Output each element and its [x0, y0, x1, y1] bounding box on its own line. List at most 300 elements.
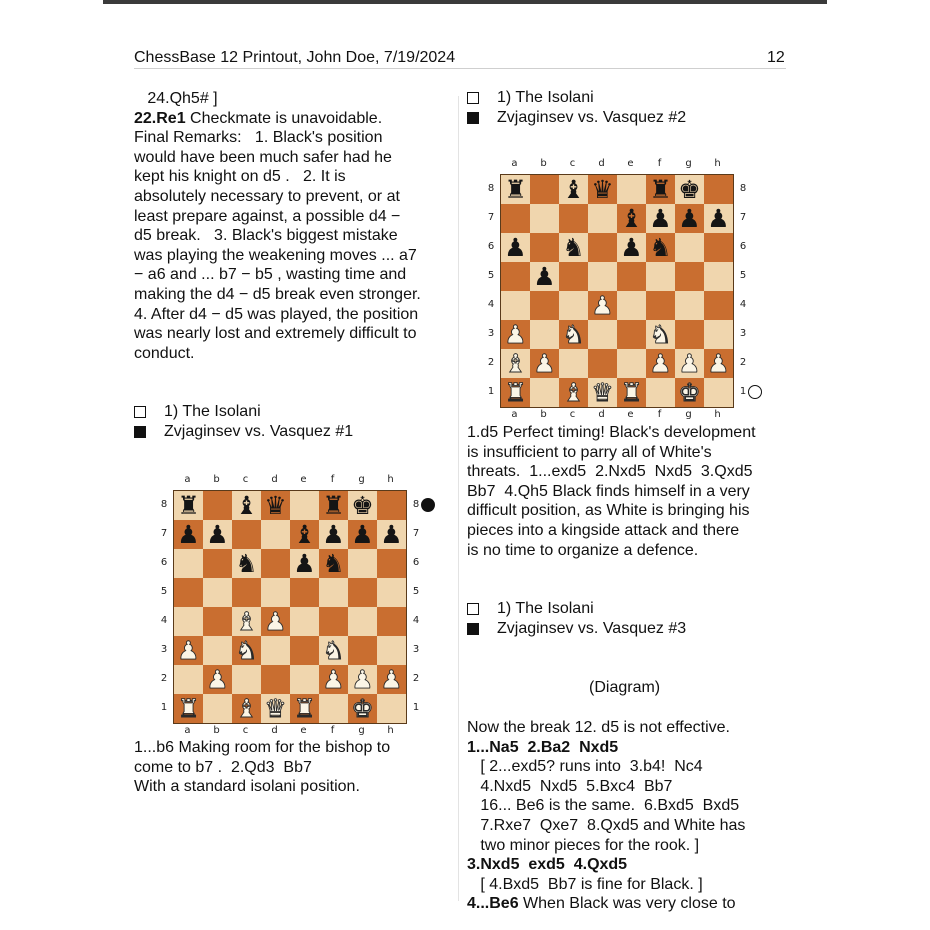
text-line	[134, 344, 421, 364]
game-1-comment	[134, 738, 390, 797]
white-knight-icon: ♞	[322, 636, 345, 665]
white-pawn-icon: ♟	[351, 665, 374, 694]
square-d6	[588, 233, 617, 262]
rank-label: 3	[487, 327, 495, 339]
square-g5	[348, 578, 377, 607]
rank-label: 7	[487, 211, 495, 223]
square-e2	[617, 349, 646, 378]
rank-label: 6	[739, 240, 747, 252]
white-queen-icon: ♛	[264, 694, 287, 723]
black-knight-icon: ♞	[562, 233, 585, 262]
text-line	[467, 541, 756, 561]
text-run: When Black was very close to	[518, 895, 736, 913]
white-label: 1) The Isolani	[497, 600, 594, 617]
square-a8	[501, 175, 530, 204]
white-knight-icon: ♞	[649, 320, 672, 349]
square-e2	[290, 665, 319, 694]
page-number: 12	[767, 49, 785, 66]
white-pawn-icon: ♟	[649, 349, 672, 378]
white-knight-icon: ♞	[235, 636, 258, 665]
black-pawn-icon: ♟	[533, 262, 556, 291]
square-a7	[501, 204, 530, 233]
file-label: c	[242, 474, 249, 485]
text-run: Bb7 4.Qh5 Black finds himself in a very	[467, 482, 750, 500]
square-a6	[501, 233, 530, 262]
square-g2	[348, 665, 377, 694]
rank-label: 4	[412, 614, 420, 626]
rank-label: 8	[739, 182, 747, 194]
file-label: h	[387, 474, 394, 485]
text-run: 4. After d4 − d5 was played, the position	[134, 305, 419, 323]
black-king-icon: ♚	[351, 491, 374, 520]
white-pawn-icon: ♟	[533, 349, 556, 378]
game-3-comment	[467, 718, 745, 914]
rank-label: 6	[160, 556, 168, 568]
black-label: Zvjaginsev vs. Vasquez #1	[164, 423, 354, 440]
square-g1	[675, 378, 704, 407]
square-h4	[377, 607, 406, 636]
white-pawn-icon: ♟	[591, 291, 614, 320]
square-b4	[203, 607, 232, 636]
square-f8	[646, 175, 675, 204]
text-run: threats. 1...exd5 2.Nxd5 Nxd5 3.Qxd5	[467, 463, 753, 481]
text-run: would have been much safer had he	[134, 148, 392, 166]
square-d1	[261, 694, 290, 723]
square-b7	[530, 204, 559, 233]
square-h5	[704, 262, 733, 291]
square-f6	[646, 233, 675, 262]
square-c6	[232, 549, 261, 578]
rank-label: 3	[412, 643, 420, 655]
square-f5	[646, 262, 675, 291]
text-line	[467, 423, 756, 443]
square-g4	[675, 291, 704, 320]
diagram-placeholder: (Diagram)	[589, 679, 661, 696]
square-a5	[501, 262, 530, 291]
square-a1	[174, 694, 203, 723]
game-2-comment	[467, 423, 756, 560]
square-e6	[290, 549, 319, 578]
text-line	[467, 462, 756, 482]
side-to-move-icon	[748, 385, 762, 399]
square-d5	[261, 578, 290, 607]
white-pawn-icon: ♟	[380, 665, 403, 694]
square-h8	[377, 491, 406, 520]
text-line	[134, 265, 421, 285]
text-line	[134, 226, 421, 246]
square-c1	[559, 378, 588, 407]
square-e7	[290, 520, 319, 549]
square-c6	[559, 233, 588, 262]
file-label: g	[358, 474, 365, 485]
black-pawn-icon: ♟	[322, 520, 345, 549]
white-pawn-icon: ♟	[678, 349, 701, 378]
square-d4	[588, 291, 617, 320]
text-line	[134, 187, 421, 207]
text-run: Final Remarks: 1. Black's position	[134, 129, 383, 147]
square-c5	[559, 262, 588, 291]
square-b2	[203, 665, 232, 694]
square-e5	[290, 578, 319, 607]
text-line	[134, 246, 421, 266]
rank-label: 7	[412, 527, 420, 539]
text-line	[134, 305, 421, 325]
black-rook-icon: ♜	[504, 175, 527, 204]
text-line	[134, 777, 390, 797]
move-bold: 3.Nxd5 exd5 4.Qxd5	[467, 856, 628, 874]
square-h4	[704, 291, 733, 320]
file-label: b	[213, 725, 220, 736]
rank-label: 3	[739, 327, 747, 339]
white-bishop-icon: ♝	[504, 349, 527, 378]
black-rook-icon: ♜	[177, 491, 200, 520]
text-line	[467, 894, 745, 914]
text-run: 1...b6 Making room for the bishop to	[134, 739, 391, 756]
rank-label: 7	[160, 527, 168, 539]
square-e8	[290, 491, 319, 520]
square-g7	[675, 204, 704, 233]
text-run: conduct.	[134, 344, 195, 362]
black-pawn-icon: ♟	[293, 549, 316, 578]
rank-label: 7	[739, 211, 747, 223]
white-pawn-icon: ♟	[264, 607, 287, 636]
square-g3	[675, 320, 704, 349]
file-label: c	[242, 725, 249, 736]
rank-label: 5	[412, 585, 420, 597]
black-bishop-icon: ♝	[620, 204, 643, 233]
black-label: Zvjaginsev vs. Vasquez #2	[497, 109, 687, 126]
text-line	[134, 285, 421, 305]
square-f3	[319, 636, 348, 665]
white-label: 1) The Isolani	[497, 89, 594, 106]
black-queen-icon: ♛	[264, 491, 287, 520]
file-label: f	[330, 725, 335, 736]
rank-label: 6	[412, 556, 420, 568]
black-bishop-icon: ♝	[562, 175, 585, 204]
square-c8	[559, 175, 588, 204]
black-pawn-icon: ♟	[620, 233, 643, 262]
rank-label: 5	[487, 269, 495, 281]
file-label: a	[511, 158, 518, 169]
file-label: h	[714, 409, 721, 420]
square-d3	[588, 320, 617, 349]
square-c2	[559, 349, 588, 378]
rank-label: 8	[487, 182, 495, 194]
rank-label: 1	[160, 701, 168, 713]
square-g3	[348, 636, 377, 665]
file-label: e	[627, 158, 634, 169]
file-label: c	[569, 158, 576, 169]
file-label: h	[387, 725, 394, 736]
game-header-2	[467, 88, 686, 128]
file-label: a	[184, 474, 191, 485]
square-e4	[617, 291, 646, 320]
black-pawn-icon: ♟	[504, 233, 527, 262]
text-run: is insufficient to parry all of White's	[467, 443, 712, 461]
square-h5	[377, 578, 406, 607]
square-h6	[377, 549, 406, 578]
black-player-marker-icon	[134, 426, 146, 438]
square-f3	[646, 320, 675, 349]
square-a6	[174, 549, 203, 578]
text-line	[467, 875, 745, 895]
text-line	[134, 758, 390, 778]
rank-label: 1	[487, 385, 495, 397]
file-label: f	[657, 158, 662, 169]
square-g7	[348, 520, 377, 549]
square-b8	[530, 175, 559, 204]
square-g2	[675, 349, 704, 378]
square-h3	[377, 636, 406, 665]
black-king-icon: ♚	[678, 175, 701, 204]
square-c5	[232, 578, 261, 607]
square-d2	[588, 349, 617, 378]
rank-label: 2	[412, 672, 420, 684]
text-line	[467, 855, 745, 875]
file-label: c	[569, 409, 576, 420]
text-run: absolutely necessary to prevent, or at	[134, 187, 400, 205]
text-line	[467, 482, 756, 502]
square-d6	[261, 549, 290, 578]
square-a4	[174, 607, 203, 636]
text-line	[134, 148, 421, 168]
square-a2	[174, 665, 203, 694]
file-label: a	[184, 725, 191, 736]
rank-label: 2	[739, 356, 747, 368]
text-line	[467, 443, 756, 463]
black-rook-icon: ♜	[322, 491, 345, 520]
white-bishop-icon: ♝	[235, 607, 258, 636]
black-pawn-icon: ♟	[206, 520, 229, 549]
square-e4	[290, 607, 319, 636]
square-e1	[290, 694, 319, 723]
file-label: e	[300, 725, 307, 736]
square-f7	[319, 520, 348, 549]
square-c7	[559, 204, 588, 233]
rank-label: 4	[739, 298, 747, 310]
square-e7	[617, 204, 646, 233]
white-knight-icon: ♞	[562, 320, 585, 349]
text-run: difficult position, as White is bringing his	[467, 502, 750, 520]
square-e5	[617, 262, 646, 291]
white-label: 1) The Isolani	[164, 403, 261, 420]
game-header-1	[134, 402, 353, 442]
square-b2	[530, 349, 559, 378]
square-f2	[646, 349, 675, 378]
file-label: d	[598, 409, 605, 420]
white-rook-icon: ♜	[504, 378, 527, 407]
text-line	[134, 324, 421, 344]
white-pawn-icon: ♟	[504, 320, 527, 349]
rank-label: 5	[739, 269, 747, 281]
file-label: e	[627, 409, 634, 420]
square-b6	[203, 549, 232, 578]
text-line	[467, 816, 745, 836]
square-a3	[174, 636, 203, 665]
black-pawn-icon: ♟	[351, 520, 374, 549]
white-queen-icon: ♛	[591, 378, 614, 407]
black-bishop-icon: ♝	[293, 520, 316, 549]
header-divider	[134, 68, 786, 69]
file-label: d	[271, 725, 278, 736]
text-line	[134, 89, 421, 109]
square-a2	[501, 349, 530, 378]
square-d1	[588, 378, 617, 407]
white-pawn-icon: ♟	[707, 349, 730, 378]
black-bishop-icon: ♝	[235, 491, 258, 520]
black-knight-icon: ♞	[649, 233, 672, 262]
square-a7	[174, 520, 203, 549]
square-a3	[501, 320, 530, 349]
page-header-title: ChessBase 12 Printout, John Doe, 7/19/2024	[134, 49, 456, 66]
file-label: d	[598, 158, 605, 169]
white-player-marker-icon	[134, 406, 146, 418]
square-h3	[704, 320, 733, 349]
rank-label: 1	[412, 701, 420, 713]
square-e3	[617, 320, 646, 349]
file-label: g	[685, 158, 692, 169]
file-label: b	[540, 409, 547, 420]
text-run: [ 2...exd5? runs into 3.b4! Nc4	[467, 758, 703, 776]
square-d3	[261, 636, 290, 665]
black-knight-icon: ♞	[235, 549, 258, 578]
white-rook-icon: ♜	[177, 694, 200, 723]
square-g6	[348, 549, 377, 578]
square-e8	[617, 175, 646, 204]
square-g4	[348, 607, 377, 636]
square-g5	[675, 262, 704, 291]
text-line	[134, 167, 421, 187]
square-h8	[704, 175, 733, 204]
text-run: 24.Qh5# ]	[134, 90, 218, 107]
file-label: g	[685, 409, 692, 420]
white-rook-icon: ♜	[293, 694, 316, 723]
square-f1	[319, 694, 348, 723]
file-label: d	[271, 474, 278, 485]
text-run: least prepare against, a possible d4 −	[134, 207, 401, 225]
square-h1	[704, 378, 733, 407]
white-bishop-icon: ♝	[235, 694, 258, 723]
white-pawn-icon: ♟	[322, 665, 345, 694]
square-d7	[588, 204, 617, 233]
square-c8	[232, 491, 261, 520]
square-e6	[617, 233, 646, 262]
white-rook-icon: ♜	[620, 378, 643, 407]
square-b3	[203, 636, 232, 665]
text-run: Now the break 12. d5 is not effective.	[467, 719, 730, 736]
white-king-icon: ♚	[351, 694, 374, 723]
text-line	[467, 777, 745, 797]
square-c2	[232, 665, 261, 694]
text-line	[467, 521, 756, 541]
square-f1	[646, 378, 675, 407]
text-line	[134, 738, 390, 758]
square-f8	[319, 491, 348, 520]
white-player-marker-icon	[467, 92, 479, 104]
text-line	[134, 109, 421, 129]
square-d7	[261, 520, 290, 549]
rank-label: 2	[160, 672, 168, 684]
square-f4	[646, 291, 675, 320]
white-player-marker-icon	[467, 603, 479, 615]
text-run: come to b7 . 2.Qd3 Bb7	[134, 758, 312, 776]
square-f4	[319, 607, 348, 636]
rank-label: 5	[160, 585, 168, 597]
file-label: e	[300, 474, 307, 485]
square-a5	[174, 578, 203, 607]
square-c4	[559, 291, 588, 320]
text-run: kept his knight on d5 . 2. It is	[134, 168, 346, 186]
file-label: a	[511, 409, 518, 420]
square-f2	[319, 665, 348, 694]
square-a8	[174, 491, 203, 520]
black-player-marker-icon	[467, 623, 479, 635]
move-bold: 22.Re1	[134, 109, 186, 127]
square-d2	[261, 665, 290, 694]
square-b1	[203, 694, 232, 723]
square-d8	[261, 491, 290, 520]
side-to-move-icon	[421, 498, 435, 512]
square-h7	[704, 204, 733, 233]
text-line	[467, 501, 756, 521]
text-run: was playing the weakening moves ... a7	[134, 246, 417, 264]
game-header-3	[467, 599, 686, 639]
square-f6	[319, 549, 348, 578]
square-c3	[232, 636, 261, 665]
annotation-text-block	[134, 89, 421, 363]
black-pawn-icon: ♟	[678, 204, 701, 233]
square-c1	[232, 694, 261, 723]
window-top-edge	[103, 0, 827, 4]
square-b3	[530, 320, 559, 349]
square-e1	[617, 378, 646, 407]
text-line	[467, 836, 745, 856]
chess-board-1	[153, 474, 445, 746]
text-run: 4.Nxd5 Nxd5 5.Bxc4 Bb7	[467, 777, 673, 795]
square-c3	[559, 320, 588, 349]
black-queen-icon: ♛	[591, 175, 614, 204]
black-pawn-icon: ♟	[649, 204, 672, 233]
square-h2	[377, 665, 406, 694]
rank-label: 4	[487, 298, 495, 310]
black-knight-icon: ♞	[322, 549, 345, 578]
square-e3	[290, 636, 319, 665]
text-run: − a6 and ... b7 − b5 , wasting time and	[134, 266, 407, 284]
rank-label: 6	[487, 240, 495, 252]
black-player-marker-icon	[467, 112, 479, 124]
text-run: was nearly lost and extremely difficult to	[134, 325, 417, 343]
rank-label: 1	[739, 385, 747, 397]
black-pawn-icon: ♟	[380, 520, 403, 549]
square-b8	[203, 491, 232, 520]
file-label: b	[213, 474, 220, 485]
text-run: 16... Be6 is the same. 6.Bxd5 Bxd5	[467, 797, 740, 815]
file-label: f	[657, 409, 662, 420]
text-run: making the d4 − d5 break even stronger.	[134, 285, 421, 303]
chess-board-2	[480, 158, 772, 430]
board-grid	[500, 174, 734, 408]
column-divider	[458, 96, 459, 901]
square-b5	[203, 578, 232, 607]
text-run: pieces into a kingside attack and there	[467, 521, 740, 539]
square-d5	[588, 262, 617, 291]
square-d8	[588, 175, 617, 204]
square-c4	[232, 607, 261, 636]
square-b1	[530, 378, 559, 407]
white-bishop-icon: ♝	[562, 378, 585, 407]
square-b7	[203, 520, 232, 549]
white-pawn-icon: ♟	[177, 636, 200, 665]
